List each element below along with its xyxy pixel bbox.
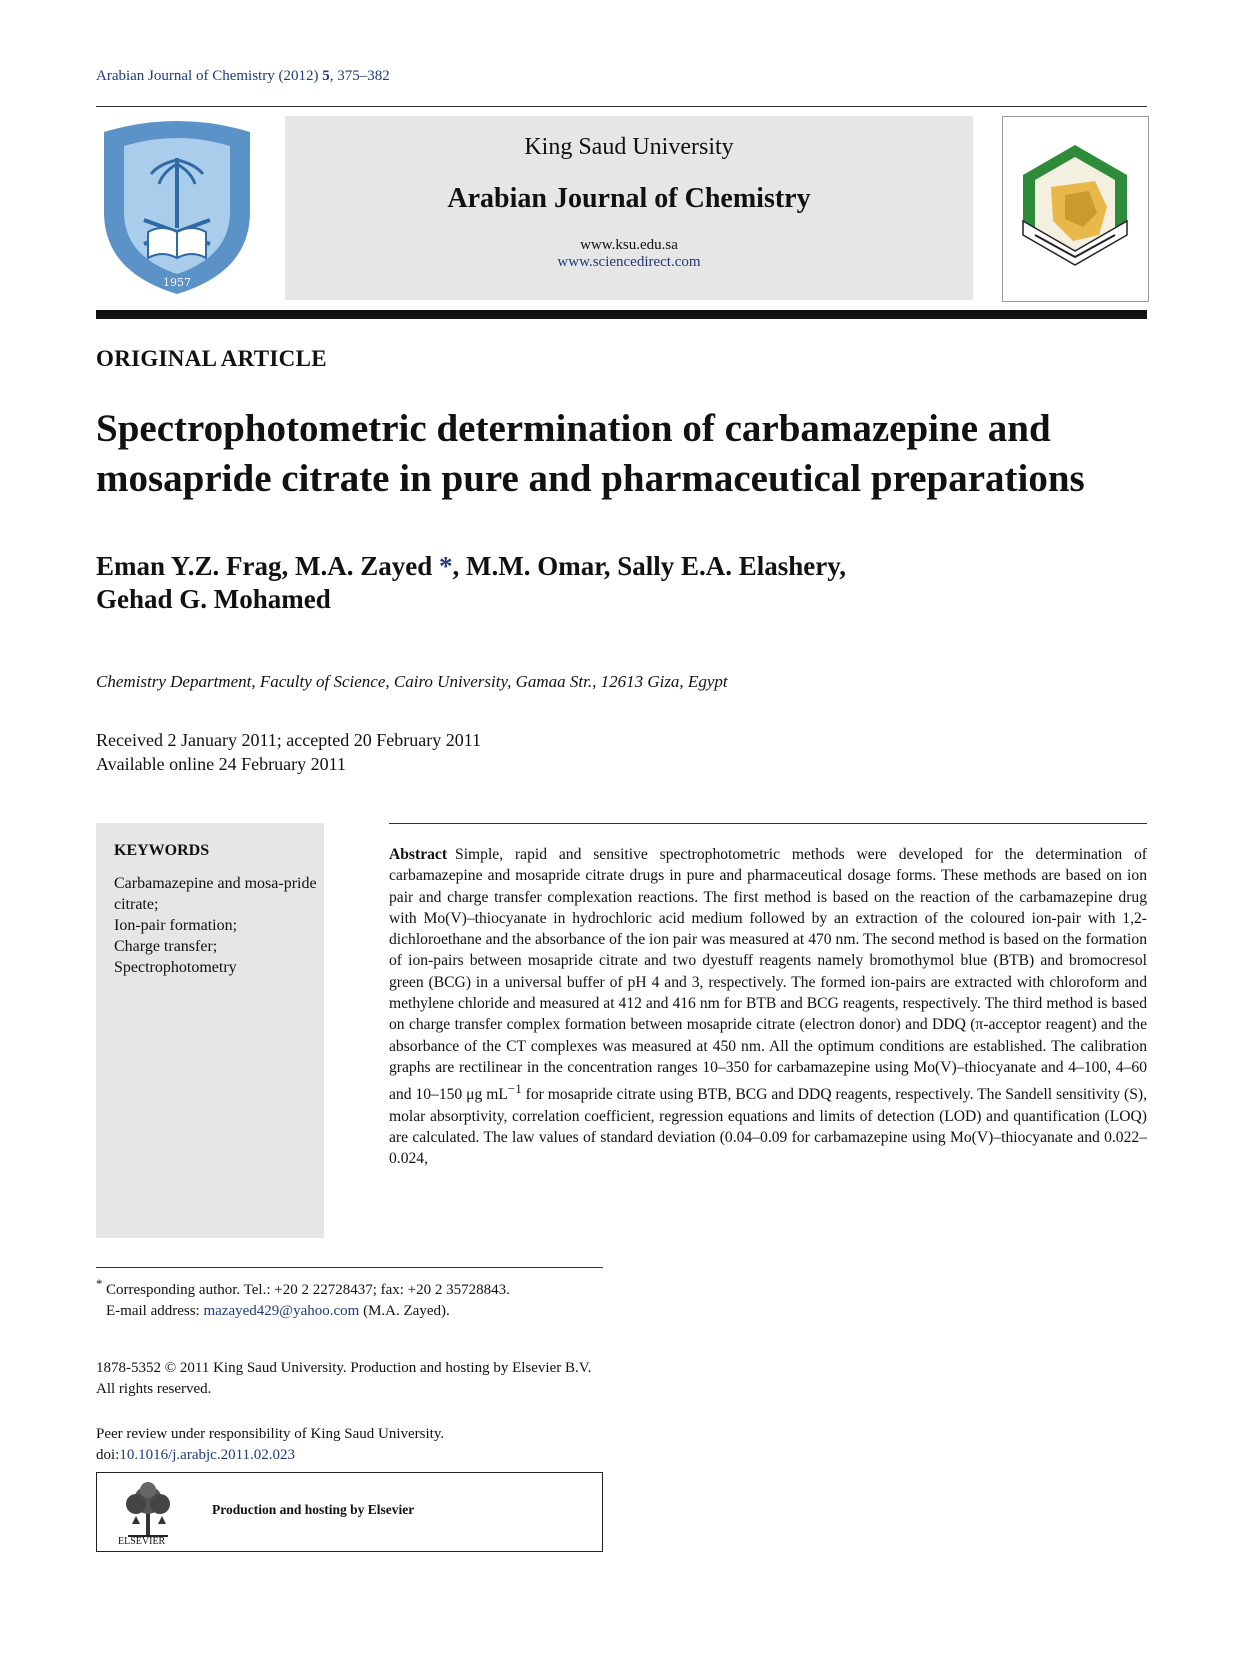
journal-ref-pages: , 375–382 [329, 68, 390, 84]
abstract-divider [389, 823, 1147, 824]
email-link[interactable]: mazayed429@yahoo.com [203, 1303, 360, 1319]
header-thick-rule [96, 310, 1147, 319]
email-label: E-mail address: [106, 1303, 204, 1319]
abstract [389, 844, 1147, 1170]
keyword-item: Charge transfer; [114, 938, 218, 955]
top-divider [96, 106, 1147, 107]
footnote-divider [96, 1267, 603, 1268]
received-date: Received 2 January 2011; accepted 20 February 2011 [96, 730, 482, 750]
ksu-url[interactable]: www.ksu.edu.sa [580, 237, 678, 253]
peer-review-notice [96, 1424, 603, 1466]
sciencedirect-url[interactable]: www.sciencedirect.com [557, 254, 701, 270]
article-dates [96, 728, 481, 776]
keyword-item: Carbamazepine and mosa-pride citrate; [114, 875, 317, 913]
copyright-notice: 1878-5352 © 2011 King Saud University. Production and hosting by Elsevier B.V. All rights reserved. [96, 1360, 592, 1397]
journal-ref-volume: 5 [322, 68, 330, 84]
peer-review-text: Peer review under responsibility of King Saud University. [96, 1426, 445, 1442]
email-suffix: (M.A. Zayed). [359, 1303, 450, 1319]
keyword-item: Ion-pair formation; [114, 917, 238, 934]
corresponding-author-mark[interactable]: * [439, 551, 453, 581]
authors-line-2: Gehad G. Mohamed [96, 584, 331, 614]
doi-label: doi: [96, 1447, 120, 1463]
svg-text:1957: 1957 [163, 276, 191, 289]
journal-name: Arabian Journal of Chemistry [447, 183, 811, 214]
footnote-corresponding: Corresponding author. Tel.: +20 2 22728437; fax: +20 2 35728843. [102, 1282, 510, 1298]
university-name: King Saud University [524, 134, 734, 160]
abstract-text-1: Simple, rapid and sensitive spectrophotometric methods were developed for the determination of carbamazepine and mosapride citrate drugs in pure and pharmaceutical dosage forms. These methods are based on ion pair and charge transfer complexation reactions. The first method is based on the reaction of the carbamazepine drug with Mo(V)–thiocyanate in hydrochloric acid medium followed by an extraction of the coloured ion-pair with 1,2-dichloroethane and the absorbance of the ion pair was measured at 470 nm. The second method is based on the formation of ion-pairs between mosapride citrate and two dyestuff reagents namely bromothymol blue (BTB) and bromocresol green (BCG) in a universal buffer of pH 4 and 3, respectively. The formed ion-pairs are extracted with chloroform and methylene chloride and measured at 412 and 416 nm for BTB and BCG reagents, respectively. The third method is based on charge transfer complex formation between mosapride citrate (electron donor) and DDQ (π-acceptor reagent) and the absorbance of the CT complexes was measured at 450 nm. All the optimum conditions are established. The calibration graphs are rectilinear in the concentration ranges 10–350 for carbamazepine using Mo(V)–thiocyanate and 4–100, 4–60 and 10–150 μg mL [389, 846, 1147, 1104]
abstract-label: Abstract [389, 846, 448, 863]
doi-link[interactable]: 10.1016/j.arabjc.2011.02.023 [119, 1447, 296, 1463]
king-saud-university-seal-icon [96, 116, 258, 300]
footnote-email-line [96, 1301, 603, 1322]
saudi-chemical-society-logo-icon [1002, 116, 1149, 302]
keyword-item: Spectrophotometry [114, 959, 237, 976]
authors-part-b: , M.M. Omar, Sally E.A. Elashery, [452, 551, 847, 581]
elsevier-tree-icon [118, 1480, 178, 1538]
author-list [96, 550, 1096, 616]
abstract-text-2: for mosapride citrate using BTB, BCG and DDQ reagents, respectively. The Sandell sensitivity (S), molar absorptivity, correlation coefficient, regression equations and limits of detection (LOD) and quantification (LOQ) are calculated. The law values of standard deviation (0.04–0.09 for carbamazepine using Mo(V)–thiocyanate and 0.022–0.024, [389, 1086, 1147, 1168]
banner-text [285, 116, 973, 271]
affiliation: Chemistry Department, Faculty of Science, Cairo University, Gamaa Str., 12613 Giza, Egypt [96, 672, 728, 691]
footnote-contact [96, 1274, 603, 1301]
corresponding-author-footnote [96, 1274, 603, 1322]
keywords-list [114, 873, 319, 978]
elsevier-wordmark: ELSEVIER [118, 1536, 166, 1547]
production-hosting-text: Production and hosting by Elsevier [212, 1502, 415, 1517]
doi-line [96, 1445, 603, 1466]
article-type: ORIGINAL ARTICLE [96, 346, 327, 371]
footnote-star: * [96, 1277, 103, 1291]
authors-line-1 [96, 550, 1096, 583]
abstract-superscript: −1 [507, 1081, 522, 1097]
title-line-2: mosapride citrate in pure and pharmaceutical preparations [96, 457, 1085, 500]
journal-ref-prefix: Arabian Journal of Chemistry (2012) [96, 68, 323, 84]
title-line-1: Spectrophotometric determination of carbamazepine and [96, 407, 1051, 450]
article-title [96, 404, 1156, 504]
available-date: Available online 24 February 2011 [96, 754, 346, 774]
journal-reference [96, 68, 390, 85]
authors-part-a: Eman Y.Z. Frag, M.A. Zayed [96, 551, 440, 581]
keywords-heading: KEYWORDS [114, 842, 210, 859]
